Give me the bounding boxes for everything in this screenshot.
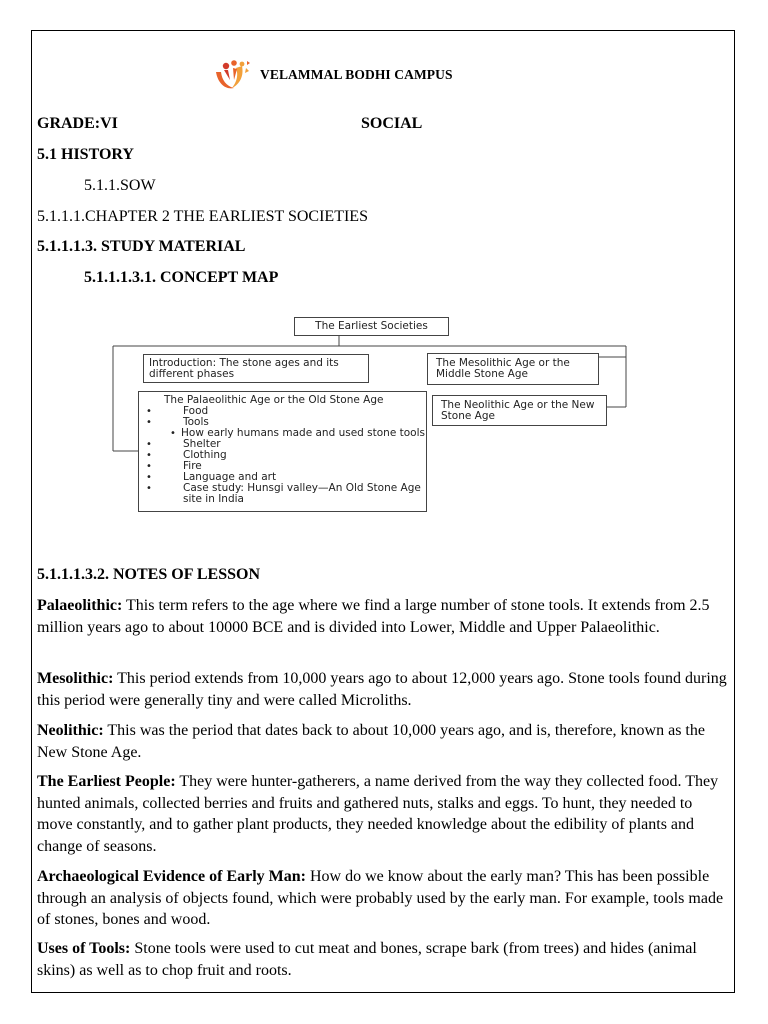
concept-list-item: • Fire <box>139 461 426 472</box>
concept-map-heading: 5.1.1.1.3.1. CONCEPT MAP <box>84 269 279 286</box>
note-term: The Earliest People: <box>37 773 176 790</box>
concept-list-item: • Food <box>139 406 426 417</box>
note-term: Mesolithic: <box>37 670 114 687</box>
concept-list-subitem: • How early humans made and used stone tools <box>139 428 426 439</box>
note-text: They were hunter-gatherers, a name derived from the way they collected food. They hunted animals, collected berries and fruits and gathered nuts, stalks and eggs. To hunt, they needed to move constantly, and to gather plant products, they needed knowledge about the edibility of plants and change of seasons. <box>37 773 719 855</box>
concept-introduction-label: Introduction: The stone ages and its different phases <box>149 357 339 380</box>
subject-label: SOCIAL <box>361 115 423 132</box>
concept-list-item: • Shelter <box>139 439 426 450</box>
section-heading-sow: 5.1.1.SOW <box>84 177 156 194</box>
note-paragraph-neolithic <box>37 720 727 763</box>
note-term: Archaeological Evidence of Early Man: <box>37 868 306 885</box>
concept-neolithic-label: The Neolithic Age or the New Stone Age <box>441 399 595 422</box>
note-paragraph-uses-of-tools <box>37 938 727 981</box>
note-text: This was the period that dates back to about 10,000 years ago, and is, therefore, known as the New Stone Age. <box>37 722 705 761</box>
note-text: How do we know about the early man? This has been possible through an analysis of objects found, which were probably used by the early man. For example, tools made of stones, bones and wood. <box>37 868 724 928</box>
concept-palaeolithic-title: The Palaeolithic Age or the Old Stone Age <box>164 394 384 406</box>
school-name: VELAMMAL BODHI CAMPUS <box>260 67 453 82</box>
concept-list-item: • Language and art <box>139 472 426 483</box>
concept-map <box>110 312 646 516</box>
concept-list-item: • Clothing <box>139 450 426 461</box>
concept-palaeolithic-list <box>139 406 426 505</box>
study-material-heading: 5.1.1.1.3. STUDY MATERIAL <box>37 238 246 255</box>
grade-label: GRADE:VI <box>37 115 118 132</box>
note-term: Uses of Tools: <box>37 940 131 957</box>
concept-mesolithic-box <box>427 353 599 385</box>
note-paragraph-archaeological-evidence <box>37 866 727 931</box>
section-heading-history: 5.1 HISTORY <box>37 146 134 163</box>
note-term: Palaeolithic: <box>37 597 123 614</box>
concept-mesolithic-label: The Mesolithic Age or the Middle Stone Age <box>436 357 570 380</box>
chapter-heading: 5.1.1.1.CHAPTER 2 THE EARLIEST SOCIETIES <box>37 208 368 225</box>
concept-neolithic-box <box>432 395 607 426</box>
note-paragraph-earliest-people <box>37 771 727 857</box>
note-paragraph-mesolithic <box>37 668 727 711</box>
note-paragraph-palaeolithic <box>37 595 727 638</box>
concept-list-item: • Tools <box>139 417 426 428</box>
concept-list-item: • Case study: Hunsgi valley—An Old Stone Age site in India <box>139 483 426 505</box>
document-header <box>212 58 453 92</box>
note-text: Stone tools were used to cut meat and bones, scrape bark (from trees) and hides (animal skins) as well as to chop fruit and roots. <box>37 940 697 979</box>
concept-root-label: The Earliest Societies <box>315 320 428 332</box>
note-term: Neolithic: <box>37 722 104 739</box>
school-logo-icon <box>212 58 252 92</box>
note-text: This term refers to the age where we find a large number of stone tools. It extends from 2.5 million years ago to about 10000 BCE and is divided into Lower, Middle and Upper Palaeolithic. <box>37 597 710 636</box>
concept-introduction-box <box>143 354 369 383</box>
concept-root-box <box>294 317 449 336</box>
concept-palaeolithic-box <box>138 391 427 512</box>
note-text: This period extends from 10,000 years ago to about 12,000 years ago. Stone tools found during this period were generally tiny and were called Microliths. <box>37 670 727 709</box>
notes-heading: 5.1.1.1.3.2. NOTES OF LESSON <box>37 566 261 583</box>
